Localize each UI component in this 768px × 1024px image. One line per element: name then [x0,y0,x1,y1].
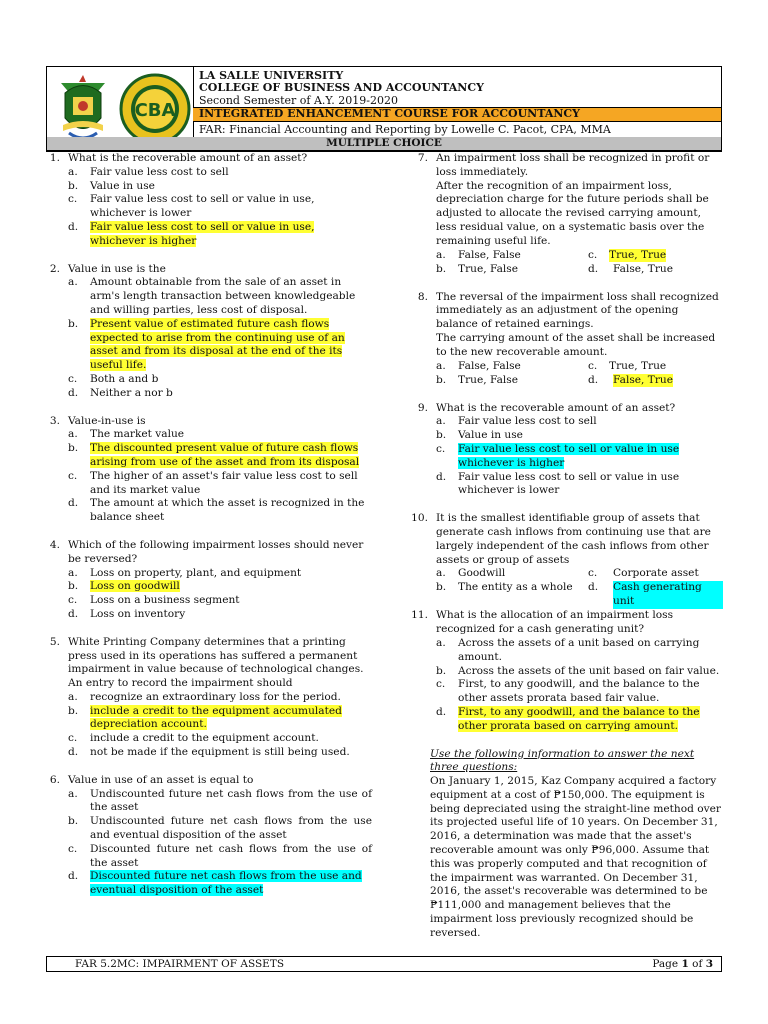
option-letter: a. [68,165,78,178]
option-text: Across the assets of the unit based on fair value. [458,664,720,677]
question-text: What is the recoverable amount of an asset? [436,401,676,414]
option-letter: b. [436,373,447,386]
option-b [436,665,723,679]
course-title: INTEGRATED ENHANCEMENT COURSE FOR ACCOUNTANCY [199,107,581,120]
question-number: 2. [49,262,60,275]
option-c [68,470,372,498]
highlighted-answer: Present value of estimated future cash flows expected to arise from the continuing use of an asset and from its disposal at the end of the its useful life. [90,317,345,372]
option-b-answer [68,705,372,733]
question-number: 1. [49,152,60,164]
question-2 [30,263,372,277]
question-text: Which of the following impairment losses should never be reversed? [68,538,364,565]
question-number: 10. [411,512,428,525]
option-a-text: Goodwill [458,567,506,580]
options-row-2 [436,263,723,277]
highlighted-answer: include a credit to the equipment accumulated depreciation account. [90,704,342,731]
question-text: Value in use is the [68,262,166,275]
option-letter: a. [68,276,78,289]
option-letter: d. [436,470,447,483]
option-text: Discounted future net cash flows from the use of the asset [90,842,372,869]
option-text: Value in use [458,429,523,442]
page-total: 3 [705,958,713,970]
option-text: Fair value less cost to sell [458,415,597,428]
option-letter: a. [68,787,78,800]
option-letter: a. [436,248,446,261]
option-letter: b. [436,664,447,677]
option-text: The higher of an asset's fair value less cost to sell and its market value [90,469,358,496]
question-10 [398,512,723,567]
option-a [68,788,372,816]
option-d [68,746,372,760]
option-text: Amount obtainable from the sale of an asset in arm's length transaction between knowledgeable and willing parties, less cost of disposal. [90,276,356,316]
option-b-text: True, False [458,373,518,386]
option-a [436,637,723,665]
page-of: of [692,958,703,970]
semester-line: Second Semester of A.Y. 2019-2020 [199,94,398,107]
option-letter: a. [68,566,78,579]
page-indicator [652,957,713,971]
option-letter: a. [436,415,446,428]
section-bar [46,137,722,151]
options-row-1 [436,567,723,581]
option-letter: c. [68,842,78,855]
option-c [436,678,723,706]
question-text: What is the allocation of an impairment loss recognized for a cash generating unit? [436,609,674,636]
option-letter: d. [68,386,79,399]
question-number: 9. [417,401,428,414]
question-number: 7. [417,152,428,164]
option-text: Neither a nor b [90,386,173,399]
question-number: 11. [411,609,428,622]
section-title: MULTIPLE CHOICE [326,137,442,149]
footer-title: FAR 5.2MC: IMPAIRMENT OF ASSETS [75,958,285,970]
question-text: What is the recoverable amount of an asset? [68,152,308,164]
option-b-answer [68,318,372,373]
option-d [436,471,723,499]
option-letter: d. [588,262,599,275]
options-row-2 [436,374,723,388]
option-letter: c. [68,594,78,607]
page-label: Page [652,958,679,970]
option-text: Undiscounted future net cash flows from the use of the asset [90,787,372,814]
option-letter: b. [68,815,79,828]
option-b-text: True, False [458,262,518,275]
highlighted-answer: False, True [613,373,673,386]
option-c [68,594,372,608]
option-text: Loss on inventory [90,607,186,620]
option-letter: a. [68,428,78,441]
option-letter: d. [588,581,599,594]
option-letter: d. [68,870,79,883]
option-letter: c. [436,678,446,691]
option-letter: b. [68,580,79,593]
page-number: 1 [681,958,689,970]
highlighted-answer: Fair value less cost to sell or value in use whichever is higher [458,442,680,469]
options-row-1 [436,360,723,374]
question-4 [30,539,372,567]
option-letter: a. [68,690,78,703]
highlighted-answer: Discounted future net cash flows from the use and eventual disposition of the asset [90,870,362,897]
option-letter: d. [68,220,79,233]
highlighted-answer: The discounted present value of future cash flows arising from use of the asset and from its disposal [90,442,360,468]
option-text: First, to any goodwill, and the balance to the other assets prorata based fair value. [458,678,700,705]
option-letter: c. [68,372,78,385]
option-text: Across the assets of a unit based on carrying amount. [458,636,700,663]
option-c [68,732,372,746]
question-statement-1: An impairment loss shall be recognized in profit or loss immediately. [436,152,710,178]
college-name: COLLEGE OF BUSINESS AND ACCOUNTANCY [199,81,484,94]
question-text: Value-in-use is [68,414,146,427]
option-b-answer [68,580,372,594]
option-a [68,166,372,180]
question-5 [30,636,372,691]
option-b-text: The entity as a whole [458,581,573,594]
option-d [68,497,372,525]
question-text: It is the smallest identifiable group of assets that generate cash inflows from continuing use that are largely independent of the cash inflows from other assets or group of assets [436,512,711,566]
highlighted-answer: True, True [609,248,667,261]
highlighted-answer: Loss on goodwill [90,580,180,593]
option-text: The amount at which the asset is recognized in the balance sheet [90,497,365,524]
option-letter: d. [436,705,447,718]
option-letter: b. [68,179,79,192]
highlighted-answer: First, to any goodwill, and the balance to the other prorata based on carrying amount. [458,705,700,732]
option-b [68,180,372,194]
option-a [68,428,372,442]
option-text: Loss on property, plant, and equipment [90,566,302,579]
option-letter: a. [436,636,446,649]
option-text: The market value [90,428,185,441]
right-column [398,152,723,941]
question-text: White Printing Company determines that a printing press used in its operations has suffered a permanent impairment in value because of technological changes. An entry to record the impairment should [68,635,364,690]
option-a-text: False, False [458,248,521,261]
option-c-answer [436,443,723,471]
options-row-2 [436,581,723,608]
option-c-text: True, True [609,359,667,372]
option-letter: b. [68,442,79,455]
highlighted-answer: Fair value less cost to sell or value in use, whichever is higher [90,220,315,247]
option-a [68,691,372,705]
option-text: include a credit to the equipment account. [90,732,319,745]
question-6 [30,774,372,788]
option-text: not be made if the equipment is still being used. [90,746,350,759]
option-letter: b. [68,317,79,330]
option-letter: c. [588,248,598,261]
option-text: Loss on a business segment [90,594,240,607]
option-c-text: Corporate asset [613,567,699,580]
option-text: Fair value less cost to sell or value in use, whichever is lower [90,193,315,220]
option-a [436,415,723,429]
option-letter: b. [436,262,447,275]
option-c [68,193,372,221]
info-body: On January 1, 2015, Kaz Company acquired a factory equipment at a cost of ₱150,000. The equipment is being depreciated using the straight-line method over its projected useful life of 10 years. On December 31, 2016, a determination was made that the asset's recoverable amount was only ₱96,000. Assume that this was properly computed and that recognition of the impairment was warranted. On December 31, 2016, the asset's recoverable was determined to be ₱111,000 and management believes that the impairment loss previously recognized should be reversed. [430,775,721,939]
page-footer [46,956,722,972]
question-statement-1: The reversal of the impairment loss shall recognized immediately as an adjustment of the opening balance of retained earnings. [436,290,719,331]
course-bar [193,107,721,122]
question-number: 4. [49,538,60,551]
option-b-answer [68,442,372,470]
info-heading: Use the following information to answer the next three questions: [430,747,695,774]
option-letter: c. [588,567,598,580]
logo-text: CBA [134,100,176,121]
option-letter: c. [68,469,78,482]
option-text: Undiscounted future net cash flows from the use and eventual disposition of the asset [90,815,372,842]
option-letter: d. [588,373,599,386]
highlighted-answer: Cash generating unit [613,581,723,609]
question-9 [398,402,723,416]
question-1 [30,152,372,166]
option-d-answer [68,870,372,898]
option-letter: d. [68,746,79,759]
option-letter: a. [436,567,446,580]
option-letter: c. [68,193,78,206]
option-letter: c. [436,442,446,455]
option-d [68,387,372,401]
option-text: Both a and b [90,372,159,385]
question-3 [30,415,372,429]
option-a [68,567,372,581]
option-text: Fair value less cost to sell or value in use whichever is lower [458,470,680,497]
question-number: 3. [49,414,60,427]
option-text: recognize an extraordinary loss for the period. [90,690,341,703]
option-b [68,815,372,843]
option-letter: b. [436,429,447,442]
option-letter: d. [68,607,79,620]
question-number: 8. [417,290,428,303]
option-letter: b. [68,704,79,717]
option-text: Fair value less cost to sell [90,165,229,178]
option-letter: a. [436,359,446,372]
option-c [68,373,372,387]
option-d [68,608,372,622]
question-8 [398,291,723,360]
subject-line: FAR: Financial Accounting and Reporting by Lowelle C. Pacot, CPA, MMA [199,123,611,136]
question-11 [398,609,723,637]
university-name: LA SALLE UNIVERSITY [199,69,344,82]
question-number: 6. [49,773,60,786]
question-number: 5. [49,635,60,648]
option-letter: c. [68,732,78,745]
option-d-answer [436,706,723,734]
option-d-text: False, True [613,262,673,275]
question-7 [398,152,723,249]
question-statement-2: The carrying amount of the asset shall be increased to the new recoverable amount. [436,331,716,358]
option-letter: b. [436,581,447,594]
university-seal-logo [55,73,111,143]
option-b [436,429,723,443]
option-letter: c. [588,359,598,372]
left-column [30,152,372,898]
option-a [68,276,372,317]
question-statement-2: After the recognition of an impairment loss, depreciation charge for the future periods shall be adjusted to allocate the revised carrying amount, less residual value, on a systematic basis over the remaining useful life. [436,179,709,247]
options-row-1 [436,249,723,263]
option-c [68,843,372,871]
option-d-answer [68,221,372,249]
option-text: Value in use [90,179,155,192]
question-text: Value in use of an asset is equal to [68,773,254,786]
option-letter: d. [68,497,79,510]
option-a-text: False, False [458,359,521,372]
